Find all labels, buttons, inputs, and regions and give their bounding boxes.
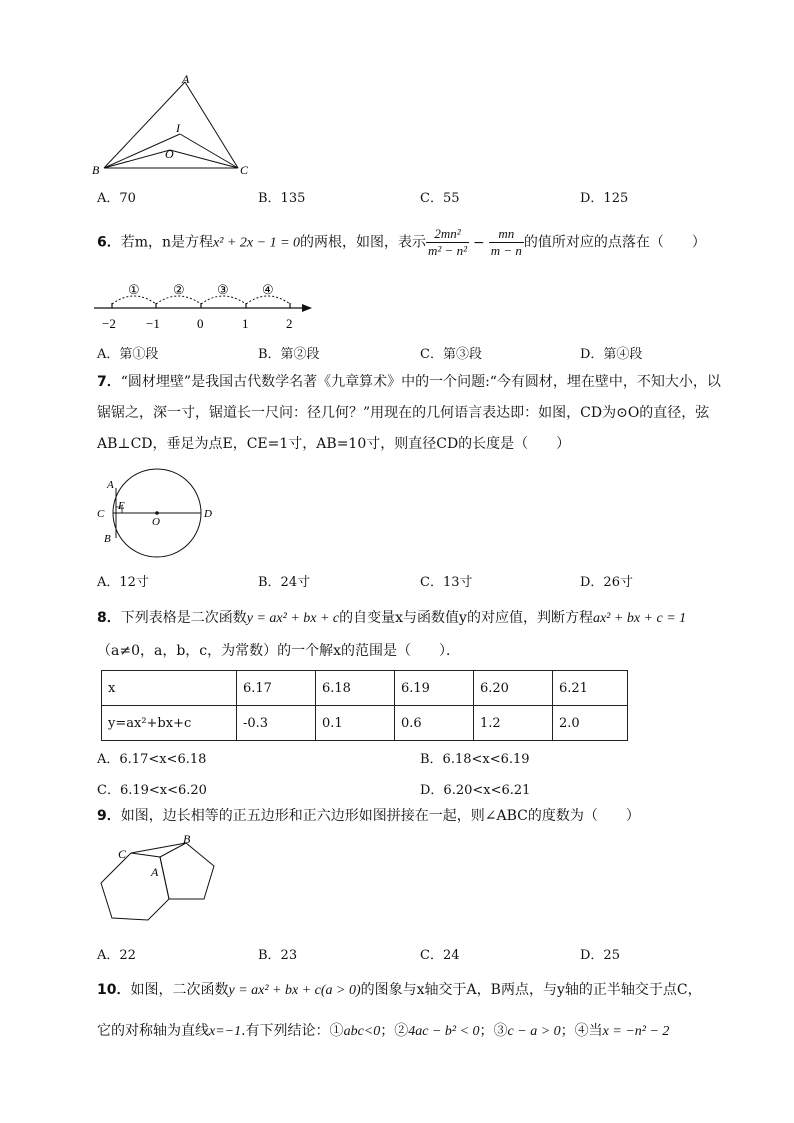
- q5-option-a[interactable]: A．70: [97, 191, 136, 206]
- q5-option-d[interactable]: D．125: [580, 191, 629, 206]
- q9-label-c: C: [118, 847, 127, 861]
- q9-number: 9．: [97, 808, 121, 824]
- table-row: [102, 671, 628, 706]
- q10-text-2-mid: .有下列结论：①: [241, 1023, 344, 1039]
- q10-sep-1: ；②: [380, 1023, 409, 1039]
- q7-label-a: A: [107, 479, 114, 491]
- q6-option-b[interactable]: B．第②段: [258, 347, 320, 362]
- q10-sep-2: ；③: [479, 1023, 508, 1039]
- table-cell: x: [102, 671, 237, 706]
- q6-tick-0: 0: [197, 316, 204, 331]
- q10-func: y = ax² + bx + c(a > 0): [228, 983, 361, 998]
- q8-line-2: （a≠0，a，b，c，为常数）的一个解x的范围是（ ）．: [97, 643, 461, 659]
- q5-label-b: B: [92, 163, 100, 177]
- q6-segment-2: ②: [173, 282, 185, 297]
- q9-option-a[interactable]: A．22: [97, 948, 136, 963]
- q10-sep-3: ；④当: [560, 1023, 603, 1039]
- q10-conclusion-3: c − a > 0: [507, 1024, 561, 1039]
- q7-label-d: D: [204, 508, 212, 520]
- q7-label-e: E: [118, 500, 125, 512]
- q6-tick-neg1: −1: [146, 316, 160, 331]
- q6-option-a[interactable]: A．第①段: [97, 347, 159, 362]
- table-cell: 0.1: [316, 706, 395, 741]
- q8-eq: ax² + bx + c = 1: [592, 611, 687, 626]
- q6-fraction-1: [426, 226, 469, 259]
- q6-text-pre: 若m，n是方程: [120, 234, 214, 251]
- q6-text-post: 的值所对应的点落在（ ）: [523, 234, 706, 251]
- q7-circle-figure: [92, 466, 222, 566]
- q8-text-pre: 下列表格是二次函数: [120, 610, 247, 626]
- q7-option-c[interactable]: C．13寸: [420, 575, 473, 590]
- q7-label-c: C: [97, 508, 105, 520]
- q5-option-c[interactable]: C．55: [420, 191, 460, 206]
- q7-text-1: “圆材埋壁”是我国古代数学名著《九章算术》中的一个问题:“今有圆材，埋在壁中，不知大小，以: [120, 374, 721, 390]
- q9-option-c[interactable]: C．24: [420, 948, 460, 963]
- q8-option-c[interactable]: C．6.19<x<6.20: [97, 783, 207, 798]
- q7-line-2: 锯锯之，深一寸，锯道长一尺问：径几何？”用现在的几何语言表达即：如图，CD为⊙O的直径，弦: [97, 405, 710, 421]
- q10-axis: x=−1: [209, 1024, 242, 1039]
- q7-label-o: O: [152, 516, 160, 528]
- q5-triangle-figure: [88, 72, 258, 182]
- q8-func: y = ax² + bx + c: [246, 611, 340, 626]
- q5-label-a: A: [182, 72, 190, 86]
- q6-frac1-den: m² − n²: [428, 243, 467, 258]
- q8-option-a[interactable]: A．6.17<x<6.18: [97, 752, 207, 767]
- q6-frac2-num: mn: [489, 226, 524, 243]
- q5-label-o: O: [165, 147, 174, 161]
- table-cell: 6.18: [316, 671, 395, 706]
- table-cell: 6.17: [237, 671, 316, 706]
- table-cell: 1.2: [474, 706, 553, 741]
- q7-option-b[interactable]: B．24寸: [258, 575, 311, 590]
- q6-tick-2: 2: [286, 316, 293, 331]
- q6-number: 6．: [97, 234, 121, 251]
- q6-equation: x² + 2x − 1 = 0: [213, 235, 301, 251]
- q6-tick-1: 1: [242, 316, 249, 331]
- q6-fraction-2: [489, 226, 524, 259]
- table-cell: y=ax²+bx+c: [102, 706, 237, 741]
- q8-option-b[interactable]: B．6.18<x<6.19: [420, 752, 530, 767]
- q6-option-c[interactable]: C．第③段: [420, 347, 482, 362]
- q6-stem: [97, 226, 706, 259]
- q8-number: 8．: [97, 610, 121, 626]
- table-cell: 6.20: [474, 671, 553, 706]
- q7-number: 7．: [97, 374, 121, 390]
- q10-number: 10．: [97, 982, 131, 998]
- q6-segment-1: ①: [128, 282, 140, 297]
- q9-polygon-figure: [96, 832, 246, 932]
- table-cell: 6.19: [395, 671, 474, 706]
- q7-option-d[interactable]: D．26寸: [580, 575, 633, 590]
- q9-option-d[interactable]: D．25: [580, 948, 620, 963]
- q6-text-mid: 的两根，如图，表示: [300, 234, 427, 251]
- q9-label-a: A: [151, 865, 159, 879]
- q8-text-mid: 的自变量x与函数值y的对应值，判断方程: [339, 610, 593, 626]
- q10-conclusion-4: x = −n² − 2: [602, 1024, 670, 1039]
- table-cell: -0.3: [237, 706, 316, 741]
- q7-line-1: [97, 367, 721, 397]
- table-row: [102, 706, 628, 741]
- q5-option-b[interactable]: B．135: [258, 191, 306, 206]
- q10-text-post: 的图象与x轴交于A，B两点，与y轴的正半轴交于点C，: [360, 982, 702, 998]
- q8-option-d[interactable]: D．6.20<x<6.21: [420, 783, 531, 798]
- table-cell: 0.6: [395, 706, 474, 741]
- q7-line-3: AB⊥CD，垂足为点E，CE=1寸，AB=10寸，则直径CD的长度是（ ）: [97, 436, 571, 452]
- q9-text: 如图，边长相等的正五边形和正六边形如图拼接在一起，则∠ABC的度数为（ ）: [120, 808, 640, 824]
- q6-frac1-num: 2mn²: [426, 226, 469, 243]
- q10-conclusion-2: 4ac − b² < 0: [408, 1024, 480, 1039]
- q10-conclusion-1: abc<0: [343, 1024, 381, 1039]
- q6-minus: −: [472, 234, 485, 251]
- q6-tick-neg2: −2: [102, 316, 116, 331]
- q9-option-b[interactable]: B．23: [258, 948, 298, 963]
- q6-frac2-den: m − n: [490, 243, 522, 258]
- q8-value-table: [101, 670, 628, 741]
- q6-segment-3: ③: [217, 282, 229, 297]
- q5-label-i: I: [176, 121, 180, 135]
- q9-label-b: B: [183, 832, 191, 846]
- q10-line-2: [97, 1016, 669, 1047]
- q6-option-d[interactable]: D．第④段: [580, 347, 643, 362]
- q10-text-pre: 如图，二次函数: [130, 982, 229, 998]
- q6-number-line: [90, 274, 320, 334]
- q10-line-1: [97, 975, 702, 1006]
- table-cell: 2.0: [553, 706, 628, 741]
- q9-stem: [97, 801, 640, 831]
- q7-label-b: B: [104, 533, 111, 545]
- table-cell: 6.21: [553, 671, 628, 706]
- q7-option-a[interactable]: A．12寸: [97, 575, 149, 590]
- q6-segment-4: ④: [262, 282, 274, 297]
- q8-line-1: [97, 603, 686, 634]
- q5-label-c: C: [240, 163, 249, 177]
- q10-text-2-pre: 它的对称轴为直线: [97, 1023, 209, 1039]
